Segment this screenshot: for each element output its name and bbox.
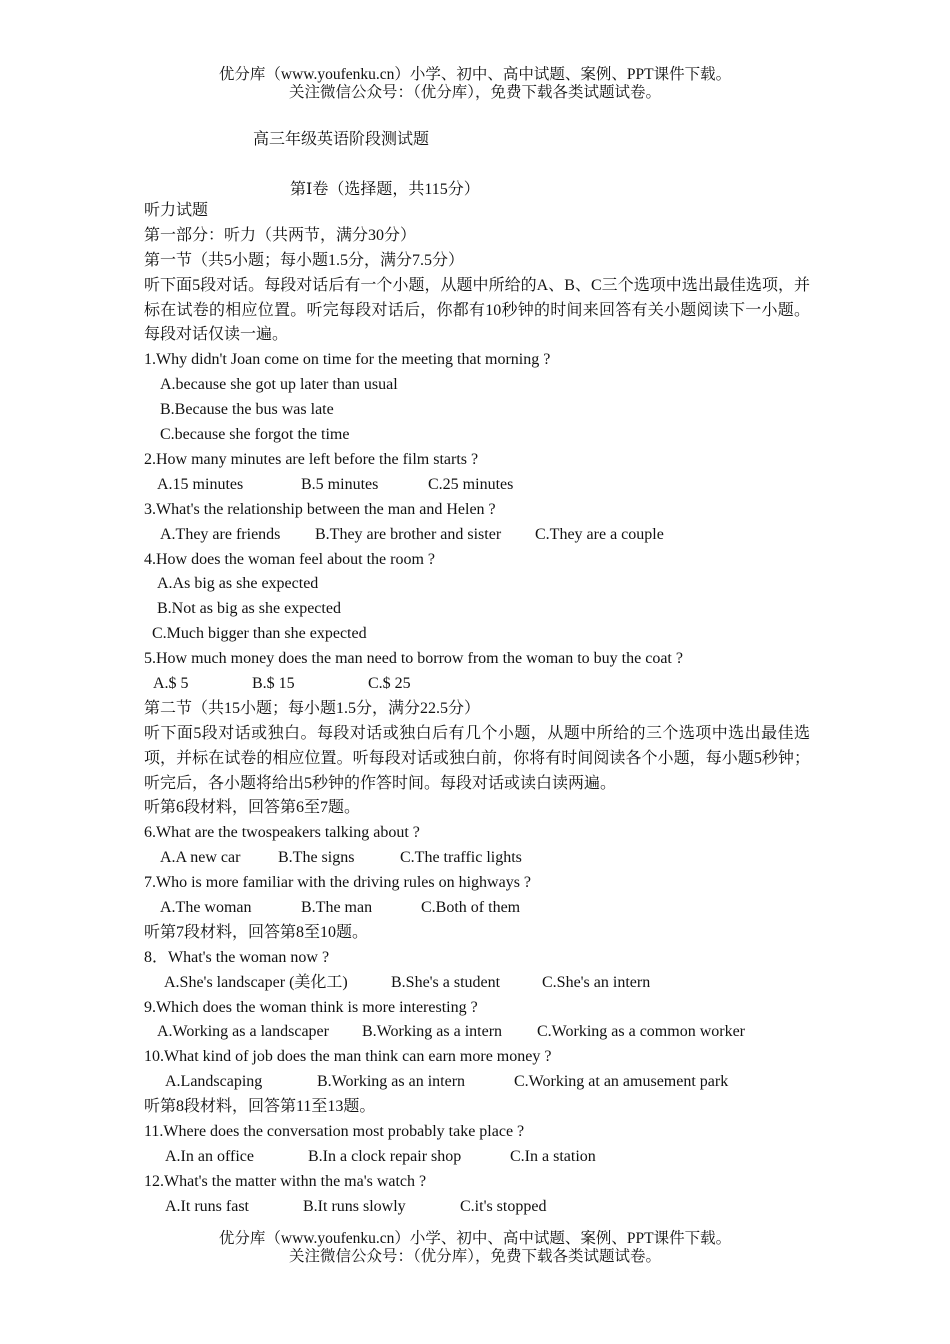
q6-option-c: C.The traffic lights (400, 849, 522, 867)
q6-option-b: B.The signs (278, 849, 355, 867)
q8-option-a: A.She's landscaper (美化工) (164, 973, 348, 991)
q9-options (144, 1020, 810, 1045)
section2-heading: 第二节（共15小题；每小题1.5分，满分22.5分） (144, 699, 481, 717)
question-5: 5.How much money does the man need to borrow from the woman to buy the coat ? (144, 650, 683, 668)
question-3: 3.What's the relationship between the man and Helen ? (144, 500, 496, 518)
q11-option-a: A.In an office (165, 1147, 254, 1165)
question-8: 8．What's the woman now ? (144, 948, 330, 966)
q8-option-b: B.She's a student (391, 973, 501, 991)
exam-body (144, 199, 810, 1220)
material-8-note: 听第8段材料，回答第11至13题。 (144, 1098, 376, 1116)
q5-option-b: B.$ 15 (252, 674, 295, 692)
q10-option-c: C.Working at an amusement park (514, 1073, 729, 1091)
listening-title: 听力试题 (144, 202, 209, 219)
q3-option-c: C.They are a couple (535, 525, 664, 543)
q6-options (144, 846, 810, 871)
q5-options (144, 672, 810, 697)
q11-option-c: C.In a station (510, 1147, 596, 1165)
q12-option-b: B.It runs slowly (303, 1197, 406, 1215)
q6-option-a: A.A new car (160, 849, 241, 867)
section1-instructions: 听下面5段对话。每段对话后有一个小题，从题中所给的A、B、C三个选项中选出最佳选项，并标在试卷的相应位置。听完每段对话后，你都有10秒钟的时间来回答有关小题阅读下一小题。每段对话仅读一遍。 (144, 276, 810, 344)
question-12: 12.What's the matter withn the ma's watch ? (144, 1172, 427, 1190)
q5-option-a: A.$ 5 (153, 674, 189, 692)
q10-option-a: A.Landscaping (165, 1073, 263, 1091)
q7-option-b: B.The man (301, 899, 373, 917)
q4-option-b: B.Not as big as she expected (157, 600, 341, 618)
q4-option-a: A.As big as she expected (157, 575, 319, 593)
q7-option-a: A.The woman (160, 899, 252, 917)
header-line-2: 关注微信公众号：（优分库），免费下载各类试题试卷。 (288, 84, 661, 101)
page-header (0, 66, 950, 102)
q12-option-a: A.It runs fast (165, 1197, 249, 1215)
q10-option-b: B.Working as an intern (317, 1073, 466, 1091)
exam-title: 高三年级英语阶段测试题 (253, 131, 430, 148)
q11-options (144, 1145, 810, 1170)
q3-option-b: B.They are brother and sister (315, 525, 502, 543)
q3-options (144, 523, 810, 548)
material-7-note: 听第7段材料，回答第8至10题。 (144, 923, 369, 941)
section2-instructions: 听下面5段对话或独白。每段对话或独白后有几个小题，从题中所给的三个选项中选出最佳选项，并标在试卷的相应位置。听每段对话或独白前，你将有时间阅读各个小题，每小题5秒钟；听完后，各小题将给出5秒钟的作答时间。每段对话或读白读两遍。 (144, 724, 810, 792)
q9-option-c: C.Working as a common worker (537, 1023, 745, 1041)
q9-option-a: A.Working as a landscaper (157, 1023, 329, 1041)
q3-option-a: A.They are friends (160, 525, 281, 543)
q7-options (144, 896, 810, 921)
question-1: 1.Why didn't Joan come on time for the meeting that morning ? (144, 351, 551, 369)
part1-heading: 第一部分：听力（共两节，满分30分） (144, 226, 417, 244)
q11-option-b: B.In a clock repair shop (308, 1147, 462, 1165)
q9-option-b: B.Working as a intern (362, 1023, 503, 1041)
footer-line-2: 关注微信公众号：（优分库），免费下载各类试题试卷。 (288, 1248, 661, 1265)
q2-option-c: C.25 minutes (428, 475, 514, 493)
q1-option-b: B.Because the bus was late (160, 401, 334, 419)
material-6-note: 听第6段材料，回答第6至7题。 (144, 799, 361, 817)
footer-line-1: 优分库（www.youfenku.cn）小学、初中、高中试题、案例、PPT课件下载。 (218, 1230, 732, 1247)
q10-options (144, 1070, 810, 1095)
q2-options (144, 473, 810, 498)
q12-option-c: C.it's stopped (460, 1197, 547, 1215)
question-6: 6.What are the twospeakers talking about ? (144, 824, 420, 842)
q8-options (144, 971, 810, 996)
q12-options (144, 1195, 810, 1220)
q5-option-c: C.$ 25 (368, 674, 411, 692)
q2-option-b: B.5 minutes (301, 475, 379, 493)
q7-option-c: C.Both of them (421, 899, 521, 917)
question-10: 10.What kind of job does the man think can earn more money ? (144, 1048, 552, 1066)
question-11: 11.Where does the conversation most probably take place ? (144, 1123, 525, 1141)
question-2: 2.How many minutes are left before the film starts ? (144, 450, 479, 468)
question-4: 4.How does the woman feel about the room ? (144, 550, 436, 568)
q4-option-c: C.Much bigger than she expected (152, 625, 367, 643)
page-footer (0, 1230, 950, 1266)
section1-heading: 第一节（共5小题；每小题1.5分，满分7.5分） (144, 251, 465, 269)
header-line-1: 优分库（www.youfenku.cn）小学、初中、高中试题、案例、PPT课件下载。 (218, 66, 732, 83)
q1-option-a: A.because she got up later than usual (160, 376, 398, 394)
question-7: 7.Who is more familiar with the driving rules on highways ? (144, 874, 532, 892)
q2-option-a: A.15 minutes (157, 475, 244, 493)
volume-heading: 第Ⅰ卷（选择题，共115分） (290, 181, 480, 198)
q8-option-c: C.She's an intern (542, 973, 651, 991)
question-9: 9.Which does the woman think is more interesting ? (144, 998, 478, 1016)
q1-option-c: C.because she forgot the time (160, 426, 350, 444)
